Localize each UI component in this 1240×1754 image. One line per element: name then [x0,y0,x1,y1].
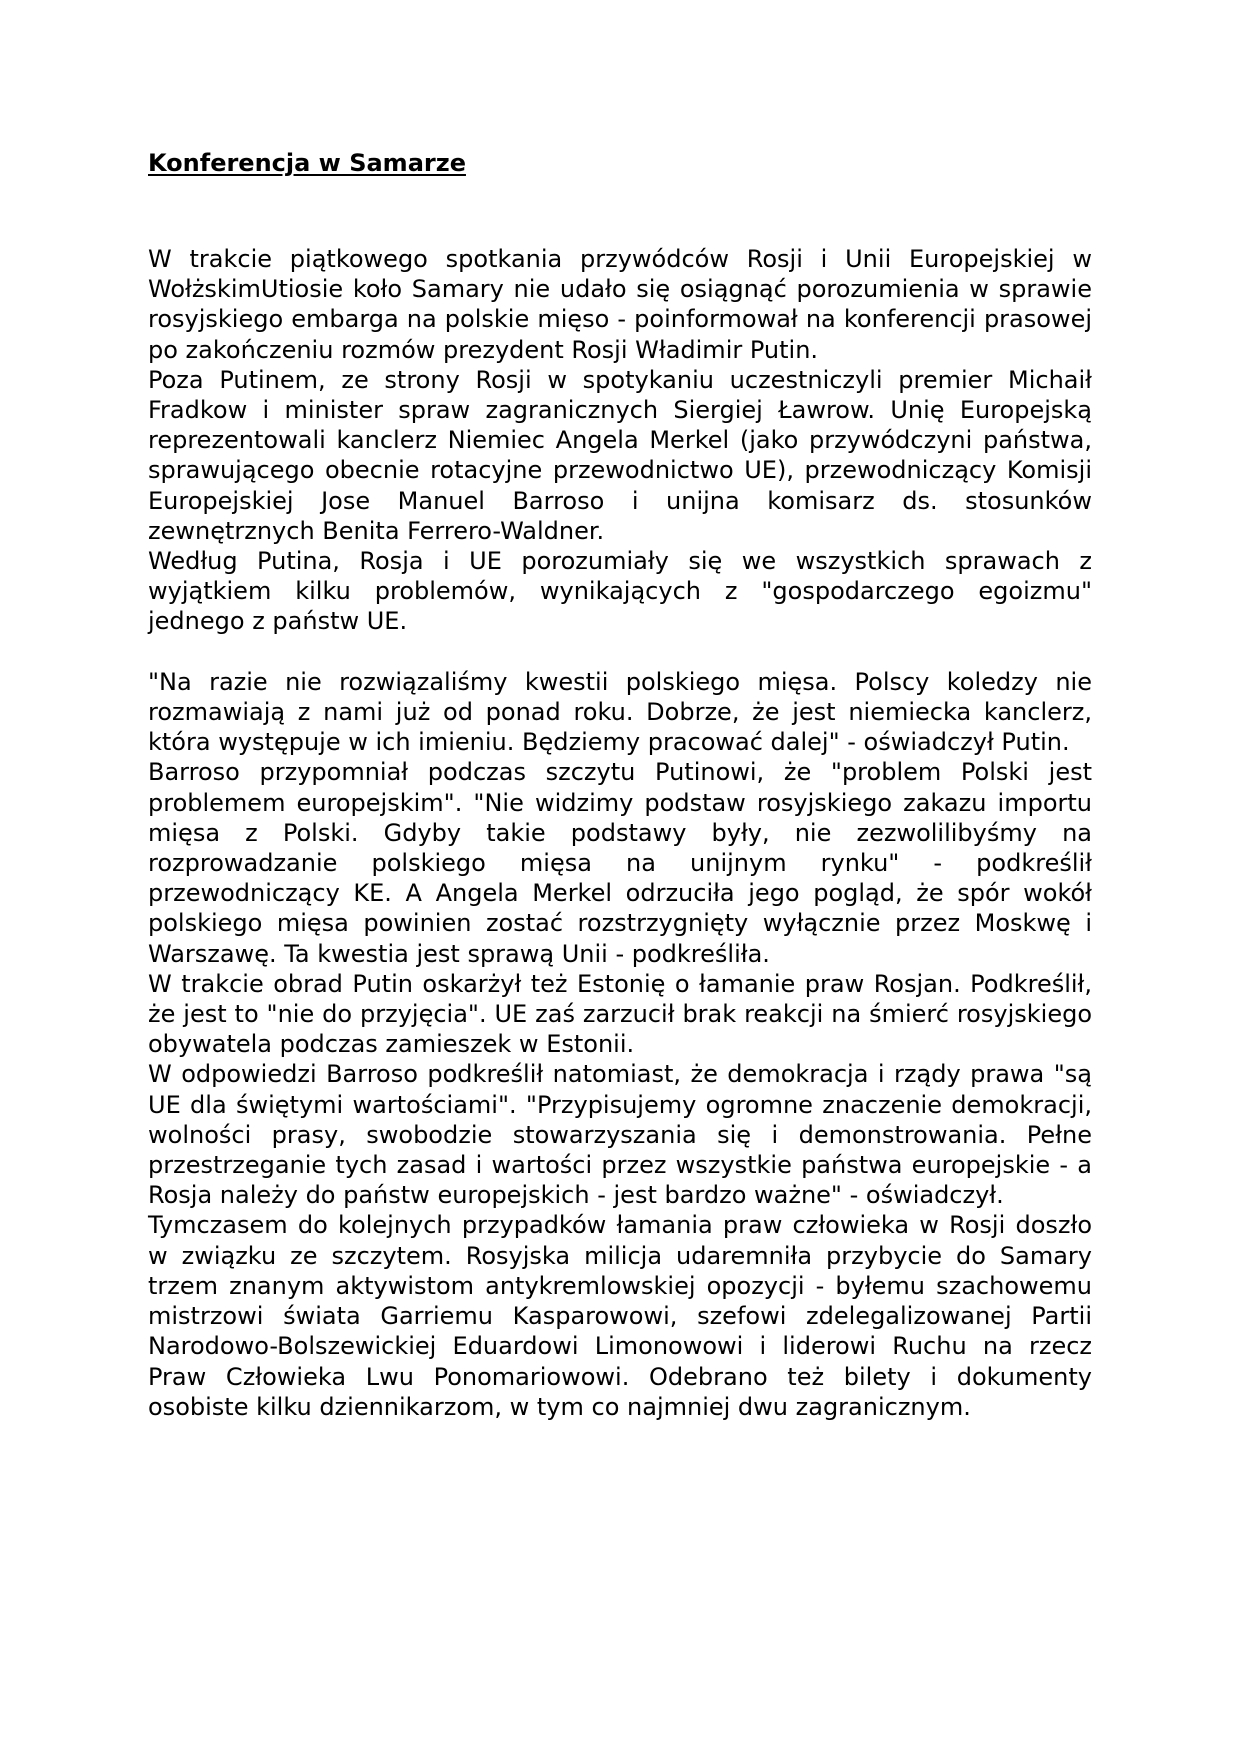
section-spacer [148,637,1092,667]
title-spacer [148,178,1092,244]
paragraph-estonia: W trakcie obrad Putin oskarżył też Estonię o łamanie praw Rosjan. Podkreślił, że jest to "nie do przyjęcia". UE zaś zarzucił brak reakcji na śmierć rosyjskiego obywatela podczas zamieszek w Estonii. [148,969,1092,1059]
paragraph-barroso-response: W odpowiedzi Barroso podkreślił natomiast, że demokracja i rządy prawa "są UE dla świętymi wartościami". "Przypisujemy ogromne znaczenie demokracji, wolności prasy, swobodzie stowarzyszania się i demonstrowania. Pełne przestrzeganie tych zasad i wartości przez wszystkie państwa europejskie - a Rosja należy do państw europejskich - jest bardzo ważne" - oświadczył. [148,1060,1092,1210]
paragraph-putin-quote: "Na razie nie rozwiązaliśmy kwestii polskiego mięsa. Polscy koledzy nie rozmawiają z nami już od ponad roku. Dobrze, że jest niemiecka kanclerz, która występuje w ich imieniu. Będziemy pracować dalej" - oświadczył Putin. [148,667,1092,757]
document-title: Konferencja w Samarze [148,149,466,177]
paragraph-barroso-reminder: Barroso przypomniał podczas szczytu Putinowi, że "problem Polski jest problemem europejskim". "Nie widzimy podstaw rosyjskiego zakazu importu mięsa z Polski. Gdyby takie podstawy były, nie zezwolilibyśmy na rozprowadzanie polskiego mięsa na unijnym rynku" - podkreślił przewodniczący KE. A Angela Merkel odrzuciła jego pogląd, że spór wokół polskiego mięsa powinien zostać rozstrzygnięty wyłącznie przez Moskwę i Warszawę. Ta kwestia jest sprawą Unii - podkreśliła. [148,758,1092,968]
paragraph-intro: W trakcie piątkowego spotkania przywódców Rosji i Unii Europejskiej w WołżskimUtiosie koło Samary nie udało się osiągnąć porozumienia w sprawie rosyjskiego embarga na polskie mięso - poinformował na konferencji prasowej po zakończeniu rozmów prezydent Rosji Władimir Putin. [148,245,1092,364]
document-body [148,148,1092,1422]
paragraph-putin-summary: Według Putina, Rosja i UE porozumiały się we wszystkich sprawach z wyjątkiem kilku problemów, wynikających z "gospodarczego egoizmu" jednego z państw UE. [148,547,1092,636]
paragraph-human-rights: Tymczasem do kolejnych przypadków łamania praw człowieka w Rosji doszło w związku ze szczytem. Rosyjska milicja udaremniła przybycie do Samary trzem znanym aktywistom antykremlowskiej opozycji - byłemu szachowemu mistrzowi świata Garriemu Kasparowowi, szefowi zdelegalizowanej Partii Narodowo-Bolszewickiej Eduardowi Limonowowi i liderowi Ruchu na rzecz Praw Człowieka Lwu Ponomariowowi. Odebrano też bilety i dokumenty osobiste kilku dziennikarzom, w tym co najmniej dwu zagranicznym. [148,1211,1092,1421]
paragraph-participants: Poza Putinem, ze strony Rosji w spotykaniu uczestniczyli premier Michaił Fradkow i minister spraw zagranicznych Siergiej Ławrow. Unię Europejską reprezentowali kanclerz Niemiec Angela Merkel (jako przywódczyni państwa, sprawującego obecnie rotacyjne przewodnictwo UE), przewodniczący Komisji Europejskiej Jose Manuel Barroso i unijna komisarz ds. stosunków zewnętrznych Benita Ferrero-Waldner. [148,365,1092,545]
